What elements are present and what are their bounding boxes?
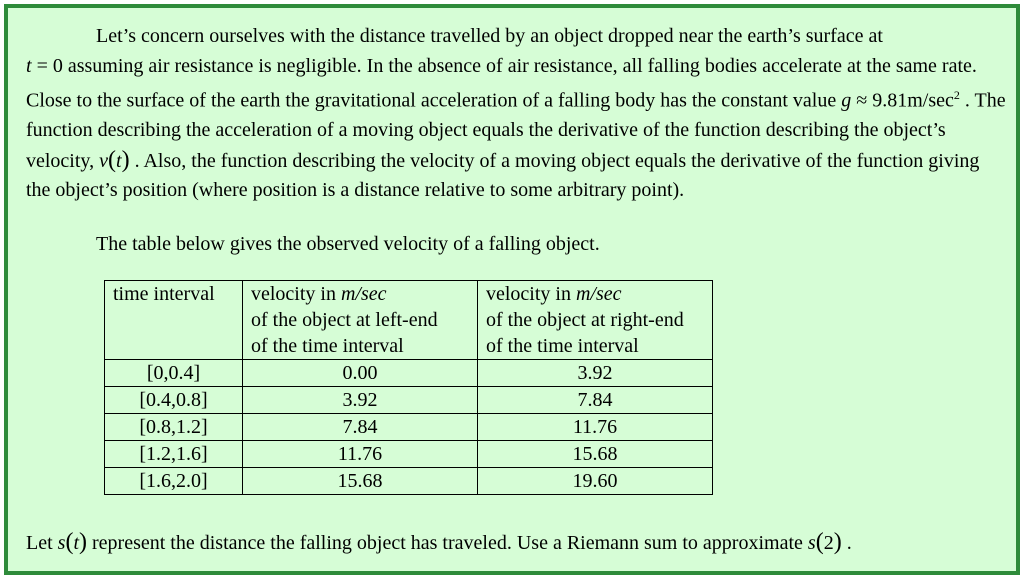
header-left-l1-pre: velocity in: [251, 283, 341, 305]
g-variable: g: [841, 89, 852, 112]
header-right-unit: m/sec: [575, 283, 622, 305]
table-row: [105, 441, 713, 468]
header-right-velocity: [478, 281, 713, 360]
header-time-interval: time interval: [105, 281, 243, 360]
cell-interval: [0,0.4]: [105, 360, 243, 387]
problem-box: [4, 4, 1020, 575]
cell-interval: [0.4,0.8]: [105, 387, 243, 414]
cell-left-velocity: 3.92: [243, 387, 478, 414]
cell-right-velocity: 15.68: [478, 441, 713, 468]
question-paragraph: Let s(t) represent the distance the falling object has traveled. Use a Riemann sum to approximate s(2) .: [26, 529, 852, 555]
intro-s2: assuming air resistance is negligible. In the absence of air resistance, all falling bodies accelerate at the same rate. Close to the surface of the earth the gravitational acceleration of a falling body has the constant value: [26, 54, 977, 112]
table-intro: [26, 230, 1006, 260]
s2-function: s: [807, 532, 816, 554]
header-left-l3: of the time interval: [251, 335, 404, 357]
intro-s3: . The function describing the acceleration of a moving object equals the derivative of the function describing the object’s velocity,: [26, 89, 1006, 172]
intro-paragraph: Let’s concern ourselves with the distance travelled by an object dropped near the earth’s surface at t = 0 assuming air resistance is negligible. In the absence of air resistance, all falling bodies accelerate at the same rate. Close to the surface of the earth the gravitational acceleration of a falling body has the constant value $g \approx 9.81m/\sec^2$ . The function describing the acceleration of a moving object equals the derivative of the function describing the object’s velocity, v(t) . Also, the function describing the velocity of a moving object equals the derivative of the function giving the object’s position (where position is a distance relative to some arbitrary point).: [26, 25, 1006, 202]
question-pre: Let: [26, 532, 58, 554]
g-value: ≈ 9.81m/sec: [851, 89, 954, 112]
cell-left-velocity: 11.76: [243, 441, 478, 468]
table-row: [105, 414, 713, 441]
header-right-l3: of the time interval: [486, 335, 639, 357]
cell-interval: [1.2,1.6]: [105, 441, 243, 468]
header-left-velocity: [243, 281, 478, 360]
g-exponent: 2: [953, 88, 960, 102]
question-mid: represent the distance the falling object has traveled. Use a Riemann sum to approximate: [87, 532, 808, 554]
cell-left-velocity: 15.68: [243, 468, 478, 495]
table-intro-text: The table below gives the observed velocity of a falling object.: [96, 233, 600, 255]
header-right-l2: of the object at right-end: [486, 309, 684, 331]
header-left-unit: m/sec: [340, 283, 387, 305]
table-row: [105, 360, 713, 387]
question-end: .: [841, 532, 852, 554]
cell-right-velocity: 3.92: [478, 360, 713, 387]
intro-s1: Let’s concern ourselves with the distance travelled by an object dropped near the earth’s surface at: [96, 25, 883, 47]
t-equals-zero: = 0: [31, 54, 63, 77]
s-function: s: [57, 532, 66, 554]
cell-right-velocity: 7.84: [478, 387, 713, 414]
t-variable: t: [26, 54, 32, 77]
table-row: [105, 468, 713, 495]
v-argument: t: [116, 149, 122, 172]
cell-right-velocity: 19.60: [478, 468, 713, 495]
v-function: v: [99, 149, 109, 172]
table-header-row: [105, 281, 713, 360]
cell-left-velocity: 7.84: [243, 414, 478, 441]
intro-s4: . Also, the function describing the velocity of a moving object equals the derivative of the function giving the object’s position (where position is a distance relative to some arbitrary point).: [26, 149, 980, 202]
cell-left-velocity: 0.00: [243, 360, 478, 387]
header-left-l2: of the object at left-end: [251, 309, 438, 331]
table-row: [105, 387, 713, 414]
s2-argument: 2: [823, 532, 834, 554]
header-right-l1-pre: velocity in: [486, 283, 576, 305]
velocity-table: [104, 280, 713, 495]
cell-interval: [1.6,2.0]: [105, 468, 243, 495]
cell-right-velocity: 11.76: [478, 414, 713, 441]
s-argument: t: [73, 532, 80, 554]
cell-interval: [0.8,1.2]: [105, 414, 243, 441]
